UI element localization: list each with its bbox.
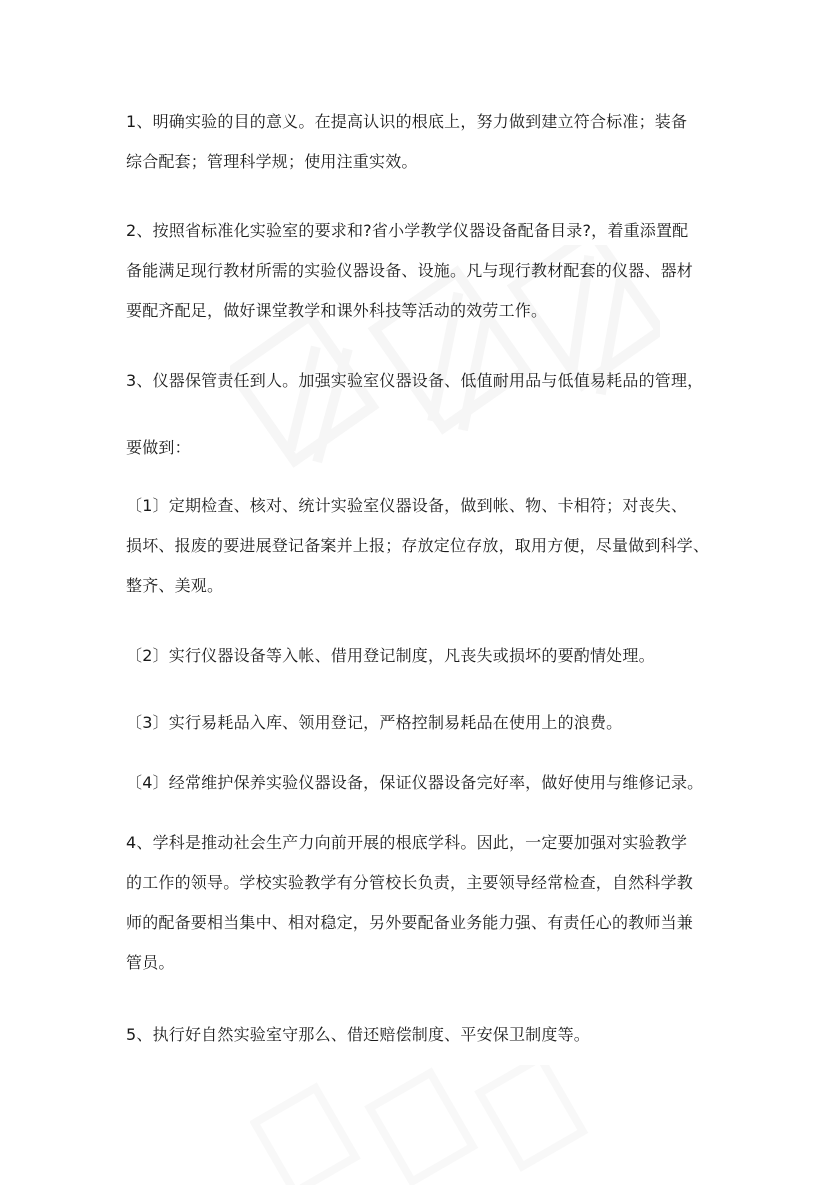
paragraph-item-2 bbox=[126, 636, 710, 676]
paragraph-2 bbox=[126, 211, 710, 331]
paragraph-requirements-intro bbox=[126, 428, 710, 468]
paragraph-line: 损坏、报废的要进展登记备案并上报；存放定位存放，取用方便，尽量做到科学、 bbox=[126, 536, 710, 555]
paragraph-item-3 bbox=[126, 703, 710, 743]
paragraph-4 bbox=[126, 823, 710, 983]
paragraph-3 bbox=[126, 361, 710, 401]
paragraph-line: 1、明确实验的目的意义。在提高认识的根底上，努力做到建立符合标准；装备 bbox=[126, 112, 688, 131]
paragraph-line: 综合配套；管理科学规；使用注重实效。 bbox=[126, 152, 418, 171]
watermark-bottom-icon bbox=[250, 1065, 590, 1185]
paragraph-item-4 bbox=[126, 763, 710, 803]
paragraph-line: 的工作的领导。学校实验教学有分管校长负责，主要领导经常检查，自然科学教 bbox=[126, 873, 694, 892]
paragraph-line: 管员。 bbox=[126, 953, 175, 972]
paragraph-line: 要配齐配足，做好课堂教学和课外科技等活动的效劳工作。 bbox=[126, 301, 548, 320]
paragraph-line: 4、学科是推动社会生产力向前开展的根底学科。因此，一定要加强对实验教学 bbox=[126, 833, 688, 852]
paragraph-line: 〔1〕定期检查、核对、统计实验室仪器设备，做到帐、物、卡相符；对丧失、 bbox=[126, 496, 688, 515]
paragraph-line: 师的配备要相当集中、相对稳定，另外要配备业务能力强、有责任心的教师当兼 bbox=[126, 913, 694, 932]
paragraph-1 bbox=[126, 102, 710, 182]
paragraph-line: 2、按照省标准化实验室的要求和?省小学教学仪器设备配备目录?，着重添置配 bbox=[126, 221, 689, 240]
paragraph-5 bbox=[126, 1015, 710, 1055]
paragraph-line: 5、执行好自然实验室守那么、借还赔偿制度、平安保卫制度等。 bbox=[126, 1025, 590, 1044]
paragraph-line: 要做到： bbox=[126, 438, 191, 457]
paragraph-line: 〔2〕实行仪器设备等入帐、借用登记制度，凡丧失或损坏的要酌情处理。 bbox=[126, 646, 655, 665]
paragraph-line: 〔4〕经常维护保养实验仪器设备，保证仪器设备完好率，做好使用与维修记录。 bbox=[126, 773, 704, 792]
paragraph-line: 3、仪器保管责任到人。加强实验室仪器设备、低值耐用品与低值易耗品的管理， bbox=[126, 371, 704, 390]
paragraph-line: 〔3〕实行易耗品入库、领用登记，严格控制易耗品在使用上的浪费。 bbox=[126, 713, 623, 732]
paragraph-line: 整齐、美观。 bbox=[126, 576, 224, 595]
paragraph-item-1 bbox=[126, 486, 710, 606]
paragraph-line: 备能满足现行教材所需的实验仪器设备、设施。凡与现行教材配套的仪器、器材 bbox=[126, 261, 694, 280]
